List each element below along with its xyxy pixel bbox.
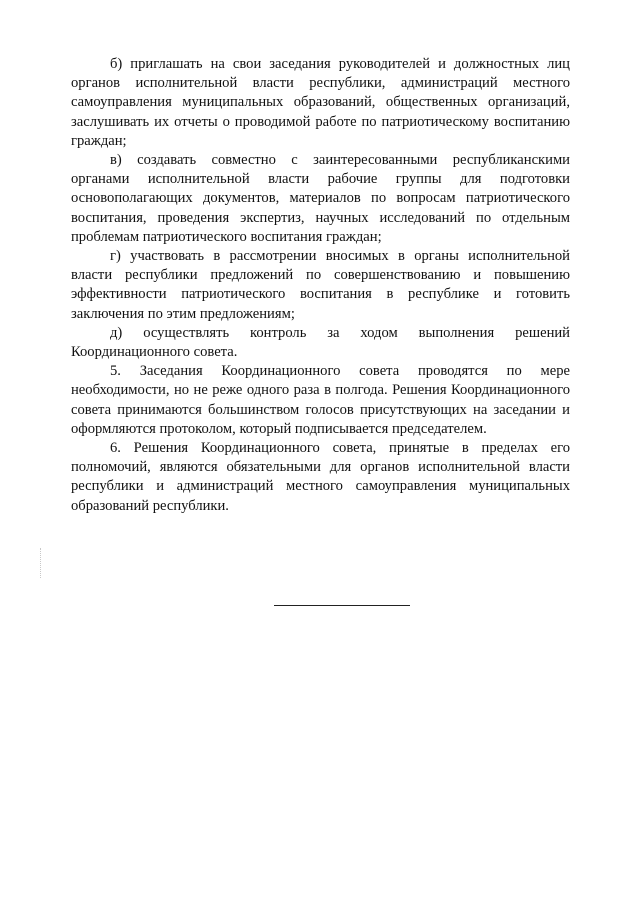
paragraph-d: д) осуществлять контроль за ходом выполнения решений Координационного совета. bbox=[71, 324, 570, 361]
document-body bbox=[71, 55, 570, 516]
paragraph-5: 5. Заседания Координационного совета проводятся по мере необходимости, но не реже одного раза в полгода. Решения Координационного совета принимаются большинством голосов присутствующих на заседании и оформляются протоколом, который подписывается председателем. bbox=[71, 363, 570, 437]
paragraph-b: б) приглашать на свои заседания руководителей и должностных лиц органов исполнительной власти республики, администраций местного самоуправления муниципальных образований, общественных организаций, заслушивать их отчеты о проводимой работе по патриотическому воспитанию граждан; bbox=[71, 56, 570, 149]
paragraph-6: 6. Решения Координационного совета, принятые в пределах его полномочий, являются обязательными для органов исполнительной власти республики и администраций местного самоуправления муниципальных образований республики. bbox=[71, 440, 570, 514]
paragraph-v: в) создавать совместно с заинтересованными республиканскими органами исполнительной власти рабочие группы для подготовки основополагающих документов, материалов по вопросам патриотического воспитания, проведения экспертиз, научных исследований по отдельным проблемам патриотического воспитания граждан; bbox=[71, 152, 570, 245]
margin-scan-mark bbox=[40, 548, 41, 578]
closing-rule bbox=[274, 605, 410, 606]
paragraph-g: г) участвовать в рассмотрении вносимых в органы исполнительной власти республики предложений по совершенствованию и повышению эффективности патриотического воспитания в республике и готовить заключения по этим предложениям; bbox=[71, 248, 570, 322]
